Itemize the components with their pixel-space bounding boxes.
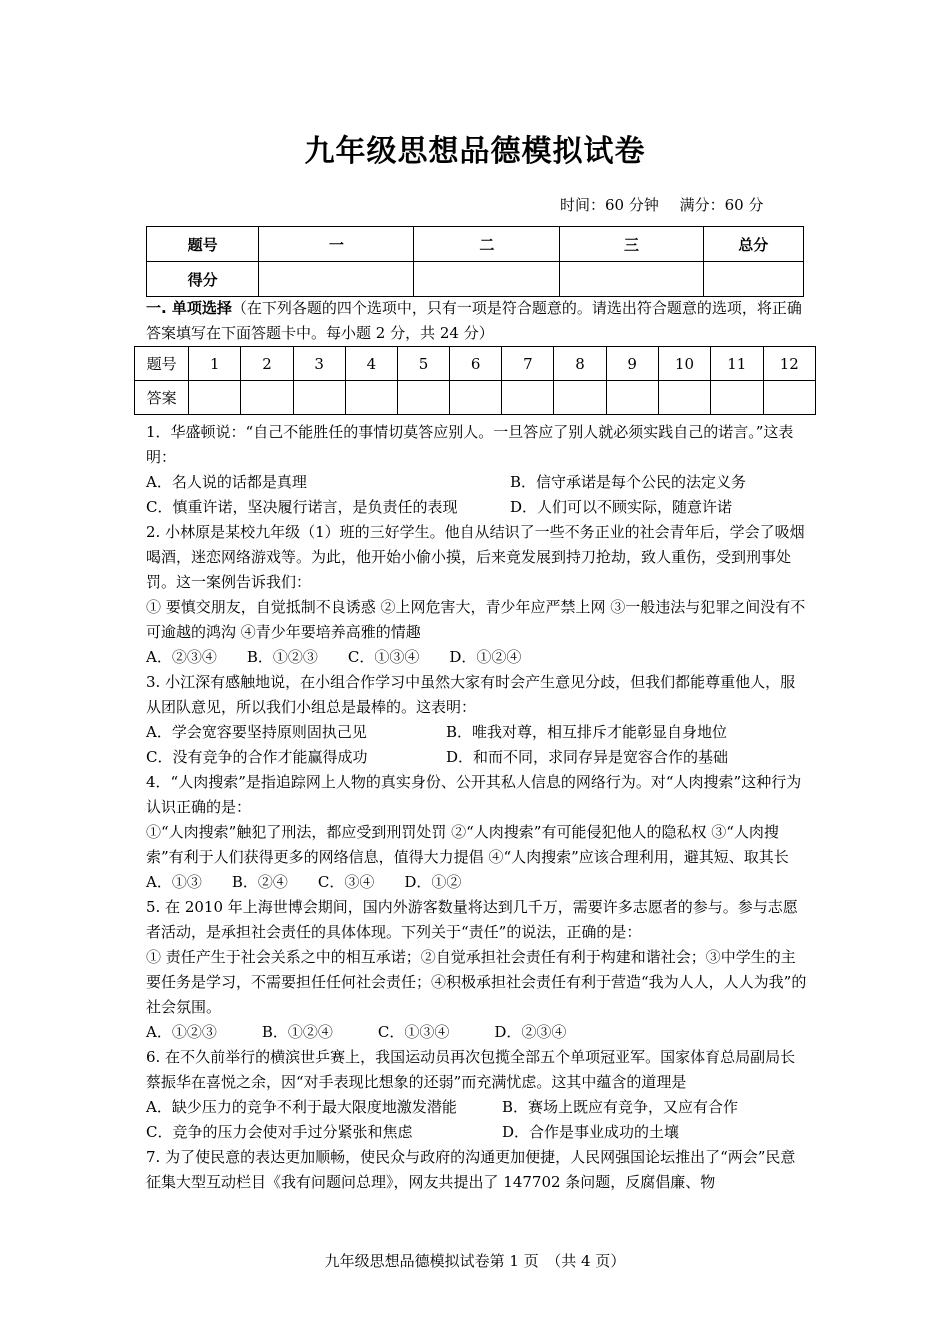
question-stem: 7. 为了使民意的表达更加顺畅，使民众与政府的沟通更加便捷，人民网强国论坛推出了“两会”民意征集大型互动栏目《我有问题问总理》，网友共提出了 147702 条问题，反腐倡廉、物: [146, 1148, 796, 1191]
answer-cell[interactable]: [450, 381, 502, 415]
section1-intro: [146, 296, 808, 346]
option-c: C．竞争的压力会使对手过分紧张和焦虑: [146, 1123, 413, 1141]
answer-cell[interactable]: [397, 381, 449, 415]
question-stem: 3. 小江深有感触地说，在小组合作学习中虽然大家有时会产生意见分歧，但我们都能尊重他人，服从团队意见，所以我们小组总是最棒的。这表明：: [146, 673, 796, 716]
question-stem: 6. 在不久前举行的横滨世乒赛上，我国运动员再次包揽全部五个单项冠亚军。国家体育总局副局长蔡振华在喜悦之余，因“对手表现比想象的还弱”而充满忧虑。这其中蕴含的道理是: [146, 1048, 796, 1091]
question-statements: ① 责任产生于社会关系之中的相互承诺；②自觉承担社会责任有利于构建和谐社会；③中学生的主要任务是学习，不需要担任任何社会责任；④积极承担社会责任有利于营造“我为人人，人人为我”的社会氛围。: [146, 948, 807, 1016]
question-number-cell: 12: [763, 347, 816, 381]
score-header-cell: 总分: [703, 227, 803, 262]
score-cell[interactable]: [259, 262, 414, 297]
answer-cell[interactable]: [711, 381, 763, 415]
question-number-cell: 9: [606, 347, 658, 381]
option-row: [146, 495, 808, 520]
question-number-cell: 4: [345, 347, 397, 381]
answer-cell[interactable]: [189, 381, 241, 415]
option-a: A．缺少压力的竞争不利于最大限度地激发潜能: [146, 1098, 457, 1116]
question-stem: 2. 小林原是某校九年级（1）班的三好学生。他自从结识了一些不务正业的社会青年后，学会了吸烟喝酒，迷恋网络游戏等。为此，他开始小偷小摸，后来竟发展到持刀抢劫，致人重伤，受到刑事处罚。这一案例告诉我们：: [146, 523, 805, 591]
question-options: A．①③ B．②④ C．③④ D．①②: [146, 873, 462, 891]
answer-cell[interactable]: [293, 381, 345, 415]
questions-list: [146, 420, 808, 1195]
section1-instructions: （在下列各题的四个选项中，只有一项是符合题意的。请选出符合题意的选项，将正确答案填写在下面答题卡中。每小题 2 分，共 24 分）: [146, 299, 802, 342]
option-row: [146, 745, 808, 770]
score-cell[interactable]: [560, 262, 703, 297]
option-d: D．和而不同，求同存异是宽容合作的基础: [446, 748, 729, 766]
option-b: B．赛场上既应有竞争，又应有合作: [502, 1098, 739, 1116]
answer-row-label: 答案: [135, 381, 189, 415]
score-cell[interactable]: [703, 262, 803, 297]
exam-time: 时间：60 分钟: [560, 196, 659, 214]
score-table-header-row: [147, 227, 804, 262]
score-table-score-row: [147, 262, 804, 297]
answer-row-label: 题号: [135, 347, 189, 381]
score-header-cell: 题号: [147, 227, 259, 262]
answer-cell[interactable]: [502, 381, 554, 415]
answer-cell[interactable]: [241, 381, 293, 415]
question-number-cell: 8: [554, 347, 606, 381]
option-c: C．慎重许诺，坚决履行诺言，是负责任的表现: [146, 498, 458, 516]
exam-meta: [560, 194, 800, 215]
answer-table-number-row: [135, 347, 816, 381]
option-b: B．信守承诺是每个公民的法定义务: [510, 473, 747, 491]
answer-table: [134, 346, 816, 415]
section1-heading: 一. 单项选择: [146, 299, 232, 317]
answer-cell[interactable]: [658, 381, 710, 415]
question-number-cell: 2: [241, 347, 293, 381]
question-stem: 4．“人肉搜索”是指追踪网上人物的真实身份、公开其私人信息的网络行为。对“人肉搜索”这种行为认识正确的是：: [146, 773, 802, 816]
option-row: [146, 470, 808, 495]
question-number-cell: 1: [189, 347, 241, 381]
page-title: 九年级思想品德模拟试卷: [304, 134, 646, 169]
page-footer: 九年级思想品德模拟试卷第 1 页 （共 4 页）: [324, 1252, 626, 1270]
score-row-label: 得分: [147, 262, 259, 297]
answer-cell[interactable]: [763, 381, 816, 415]
exam-full-score: 满分：60 分: [679, 196, 764, 214]
option-c: C．没有竞争的合作才能赢得成功: [146, 748, 368, 766]
answer-cell[interactable]: [345, 381, 397, 415]
answer-cell[interactable]: [554, 381, 606, 415]
question-number-cell: 7: [502, 347, 554, 381]
score-header-cell: 一: [259, 227, 414, 262]
option-a: A．名人说的话都是真理: [146, 473, 307, 491]
option-row: [146, 1120, 808, 1145]
score-table: [146, 226, 804, 297]
question-options: A．①②③ B．①②④ C．①③④ D．②③④: [146, 1023, 567, 1041]
option-b: B．唯我对尊，相互排斥才能彰显自身地位: [446, 723, 728, 741]
score-header-cell: 二: [414, 227, 560, 262]
option-d: D．人们可以不顾实际，随意许诺: [510, 498, 733, 516]
option-a: A．学会宽容要坚持原则固执己见: [146, 723, 367, 741]
question-options: A．②③④ B．①②③ C．①③④ D．①②④: [146, 648, 522, 666]
score-header-cell: 三: [560, 227, 703, 262]
option-row: [146, 1095, 808, 1120]
question-stem: 5. 在 2010 年上海世博会期间，国内外游客数量将达到几千万，需要许多志愿者的参与。参与志愿者活动，是承担社会责任的具体体现。下列关于“责任”的说法，正确的是：: [146, 898, 798, 941]
question-number-cell: 10: [658, 347, 710, 381]
question-statements: ① 要慎交朋友，自觉抵制不良诱惑 ②上网危害大，青少年应严禁上网 ③一般违法与犯罪之间没有不可逾越的鸿沟 ④青少年要培养高雅的情趣: [146, 598, 806, 641]
option-d: D．合作是事业成功的土壤: [502, 1123, 680, 1141]
answer-table-answer-row: [135, 381, 816, 415]
question-stem: 1．华盛顿说：“自己不能胜任的事情切莫答应别人。一旦答应了别人就必须实践自己的诺言。”这表明：: [146, 423, 794, 466]
option-row: [146, 720, 808, 745]
question-statements: ①“人肉搜索”触犯了刑法，都应受到刑罚处罚 ②“人肉搜索”有可能侵犯他人的隐私权 ③“人肉搜索”有利于人们获得更多的网络信息，值得大力提倡 ④“人肉搜索”应该合理利用，避其短、取其长: [146, 823, 789, 866]
question-number-cell: 5: [397, 347, 449, 381]
question-number-cell: 6: [450, 347, 502, 381]
answer-cell[interactable]: [606, 381, 658, 415]
question-number-cell: 3: [293, 347, 345, 381]
score-cell[interactable]: [414, 262, 560, 297]
question-number-cell: 11: [711, 347, 763, 381]
